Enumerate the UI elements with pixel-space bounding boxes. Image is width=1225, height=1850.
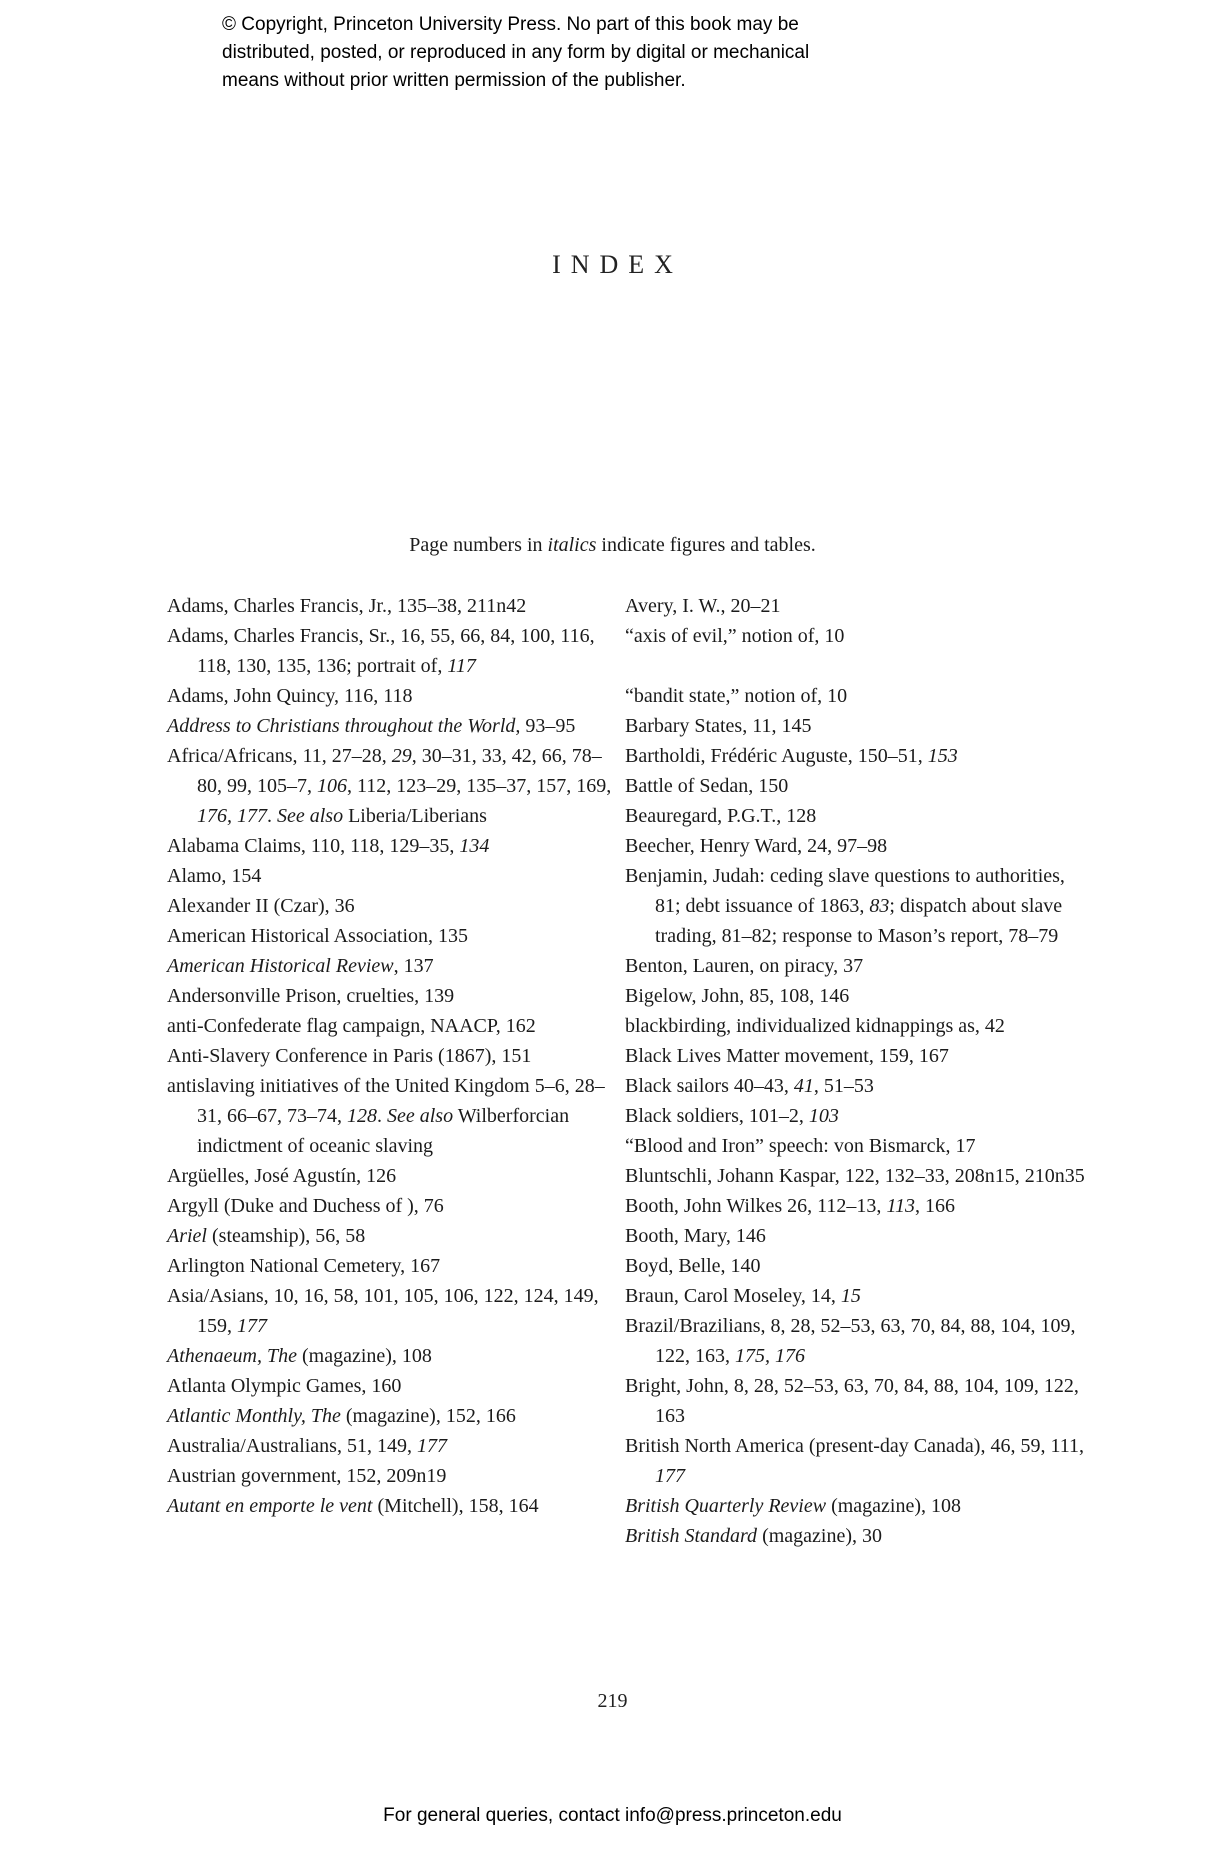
index-entry <box>167 1041 619 1071</box>
index-entry <box>625 1191 1087 1221</box>
text-run: Booth, John Wilkes 26, 112–13, <box>625 1195 887 1217</box>
text-run: Bartholdi, Frédéric Auguste, 150–51, <box>625 745 928 767</box>
copyright-line: means without prior written permission of the publisher. <box>222 70 686 91</box>
italic-text-run: Ariel <box>167 1225 207 1247</box>
text-run: Booth, Mary, 146 <box>625 1225 766 1247</box>
text-run: British North America (present-day Canada), 46, 59, 111, <box>625 1435 1084 1457</box>
index-entry <box>625 1281 1087 1311</box>
text-run: Avery, I. W., 20–21 <box>625 595 781 617</box>
text-run: Australia/Australians, 51, 149, <box>167 1435 417 1457</box>
index-entry <box>625 861 1087 951</box>
index-entry <box>167 951 619 981</box>
index-entry <box>625 1491 1087 1521</box>
text-run: Black soldiers, 101–2, <box>625 1105 809 1127</box>
index-entry <box>625 711 1087 741</box>
text-run: Liberia/Liberians <box>343 805 487 827</box>
text-run: Alamo, 154 <box>167 865 262 887</box>
italic-text-run: Address to Christians throughout the World, <box>167 715 521 737</box>
copyright-line: distributed, posted, or reproduced in any form by digital or mechanical <box>222 42 810 63</box>
index-entry <box>167 681 619 711</box>
index-entry <box>625 1101 1087 1131</box>
text-run: Brazil/Brazilians, 8, 28, 52–53, 63, 70, 84, 88, 104, 109, 122, 163, <box>625 1315 1076 1367</box>
text-run: Africa/Africans, 11, 27–28, <box>167 745 392 767</box>
italic-text-run: italics <box>547 534 597 556</box>
text-run: indicate figures and tables. <box>596 534 816 556</box>
index-entry <box>625 1221 1087 1251</box>
text-run: Benjamin, Judah: ceding slave questions to authorities, 81; debt issuance of 1863, <box>625 865 1065 917</box>
index-entry <box>625 621 1087 651</box>
text-run: , 30–31, 33, 42, 66, 78–80, 99, 105–7, <box>197 745 602 797</box>
text-run: Page numbers in <box>409 534 548 556</box>
text-run: (magazine), 108 <box>826 1495 962 1517</box>
text-run: American Historical Association, 135 <box>167 925 469 947</box>
text-run: Black sailors 40–43, <box>625 1075 794 1097</box>
index-entry <box>625 1131 1087 1161</box>
italic-text-run: 106 <box>317 775 347 797</box>
index-entry <box>167 1491 619 1521</box>
text-run: “Blood and Iron” speech: von Bismarck, 17 <box>625 1135 976 1157</box>
text-run: . <box>377 1105 387 1127</box>
text-run: Adams, John Quincy, 116, 118 <box>167 685 413 707</box>
italics-note <box>0 534 1225 557</box>
index-entry <box>167 1251 619 1281</box>
text-run: Austrian government, 152, 209n19 <box>167 1465 447 1487</box>
italic-text-run: Atlantic Monthly, The <box>167 1405 341 1427</box>
italic-text-run: 29 <box>391 745 412 767</box>
index-entry <box>167 1071 619 1161</box>
index-entry <box>167 1281 619 1341</box>
text-run: Braun, Carol Moseley, 14, <box>625 1285 841 1307</box>
index-entry <box>167 1221 619 1251</box>
index-entry <box>167 1011 619 1041</box>
text-run: Anti-Slavery Conference in Paris (1867), 151 <box>167 1045 532 1067</box>
index-entry <box>625 1011 1087 1041</box>
italic-text-run: 117 <box>447 655 476 677</box>
italic-text-run: 153 <box>927 745 958 767</box>
text-run: 93–95 <box>520 715 576 737</box>
text-run: Adams, Charles Francis, Jr., 135–38, 211n42 <box>167 595 527 617</box>
italic-text-run: 177 <box>416 1435 447 1457</box>
text-run: (magazine), 30 <box>757 1525 883 1547</box>
index-entry <box>167 1401 619 1431</box>
text-run: Alexander II (Czar), 36 <box>167 895 355 917</box>
index-entry <box>167 1431 619 1461</box>
text-run: , 137 <box>393 955 434 977</box>
index-entry <box>625 771 1087 801</box>
index-entry <box>625 1041 1087 1071</box>
text-run: (magazine), 152, 166 <box>340 1405 516 1427</box>
copyright-line: © Copyright, Princeton University Press. No part of this book may be <box>222 14 799 35</box>
text-run: (steamship), 56, 58 <box>207 1225 366 1247</box>
text-run: “bandit state,” notion of, 10 <box>625 685 848 707</box>
text-run: Barbary States, 11, 145 <box>625 715 812 737</box>
index-entry <box>625 681 1087 711</box>
italic-text-run: British Standard <box>625 1525 758 1547</box>
text-run: anti-Confederate flag campaign, NAACP, 162 <box>167 1015 536 1037</box>
italic-text-run: 176, 177 <box>197 805 267 827</box>
index-entry <box>167 591 619 621</box>
footer-contact: For general queries, contact info@press.princeton.edu <box>383 1805 842 1826</box>
text-run: Battle of Sedan, 150 <box>625 775 789 797</box>
text-run: “axis of evil,” notion of, 10 <box>625 625 845 647</box>
italic-text-run: British Quarterly Review <box>625 1495 827 1517</box>
index-entry <box>167 1341 619 1371</box>
italic-text-run: 113 <box>886 1195 915 1217</box>
text-run: Arlington National Cemetery, 167 <box>167 1255 441 1277</box>
italic-text-run: 177 <box>655 1465 685 1487</box>
index-entry <box>625 1311 1087 1371</box>
index-entry <box>625 1521 1087 1551</box>
text-run: Adams, Charles Francis, Sr., 16, 55, 66, 84, 100, 116, 118, 130, 135, 136; portrait of, <box>167 625 595 677</box>
italic-text-run: American Historical Review <box>167 955 394 977</box>
index-entry <box>167 921 619 951</box>
copyright-notice <box>222 11 809 95</box>
italic-text-run: 177 <box>237 1315 267 1337</box>
index-entry <box>167 1461 619 1491</box>
text-run: (Mitchell), 158, 164 <box>372 1495 539 1517</box>
italic-text-run: See also <box>387 1105 454 1127</box>
italic-text-run: See also <box>277 805 344 827</box>
index-column-left <box>167 591 619 1521</box>
italic-text-run: 175, 176 <box>735 1345 805 1367</box>
italic-text-run: 15 <box>840 1285 861 1307</box>
index-entry <box>167 891 619 921</box>
text-run: Bigelow, John, 85, 108, 146 <box>625 985 850 1007</box>
text-run: Andersonville Prison, cruelties, 139 <box>167 985 455 1007</box>
text-run: Beauregard, P.G.T., 128 <box>625 805 817 827</box>
index-entry <box>625 951 1087 981</box>
text-run: , 51–53 <box>813 1075 874 1097</box>
index-column-right <box>625 591 1087 1551</box>
text-run: ; dispatch about slave trading, 81–82; response to Mason’s report, 78–79 <box>655 895 1063 947</box>
text-run: Boyd, Belle, 140 <box>625 1255 761 1277</box>
page-number: 219 <box>597 1690 628 1712</box>
index-entry <box>167 711 619 741</box>
text-run: blackbirding, individualized kidnappings as, 42 <box>625 1015 1005 1037</box>
index-entry <box>167 831 619 861</box>
index-entry <box>625 1431 1087 1491</box>
text-run: Beecher, Henry Ward, 24, 97–98 <box>625 835 888 857</box>
text-run: Alabama Claims, 110, 118, 129–35, <box>167 835 460 857</box>
italic-text-run: Autant en emporte le vent <box>167 1495 373 1517</box>
text-run: . <box>267 805 277 827</box>
index-entry <box>625 1161 1087 1191</box>
index-entry <box>167 981 619 1011</box>
italic-text-run: 41 <box>793 1075 814 1097</box>
text-run: (magazine), 108 <box>296 1345 432 1367</box>
index-entry <box>625 591 1087 621</box>
italic-text-run: 83 <box>869 895 890 917</box>
italic-text-run: 103 <box>808 1105 839 1127</box>
text-run: Argyll (Duke and Duchess of ), 76 <box>167 1195 444 1217</box>
text-run: Black Lives Matter movement, 159, 167 <box>625 1045 949 1067</box>
text-run: Bluntschli, Johann Kaspar, 122, 132–33, 208n15, 210n35 <box>625 1165 1085 1187</box>
text-run: Argüelles, José Agustín, 126 <box>167 1165 397 1187</box>
text-run: Asia/Asians, 10, 16, 58, 101, 105, 106, 122, 124, 149, 159, <box>167 1285 599 1337</box>
italic-text-run: 134 <box>459 835 490 857</box>
index-entry <box>167 1161 619 1191</box>
text-run: Atlanta Olympic Games, 160 <box>167 1375 402 1397</box>
text-run: , 166 <box>914 1195 955 1217</box>
italic-text-run: 128 <box>347 1105 377 1127</box>
index-entry <box>167 741 619 831</box>
index-entry <box>625 831 1087 861</box>
text-run: Wilberforcian indictment of oceanic slaving <box>197 1105 570 1157</box>
index-entry <box>167 1371 619 1401</box>
text-run: , 112, 123–29, 135–37, 157, 169, <box>347 775 612 797</box>
index-entry <box>625 1071 1087 1101</box>
index-entry <box>625 741 1087 771</box>
index-entry <box>625 981 1087 1011</box>
index-entry <box>625 1371 1087 1431</box>
index-entry <box>167 1191 619 1221</box>
text-run: antislaving initiatives of the United Kingdom 5–6, 28–31, 66–67, 73–74, <box>167 1075 605 1127</box>
index-entry <box>625 801 1087 831</box>
italic-text-run: Athenaeum, The <box>167 1345 297 1367</box>
text-run: Bright, John, 8, 28, 52–53, 63, 70, 84, 88, 104, 109, 122, 163 <box>625 1375 1079 1427</box>
index-entry <box>625 1251 1087 1281</box>
text-run: Benton, Lauren, on piracy, 37 <box>625 955 864 977</box>
index-entry <box>167 861 619 891</box>
index-entry <box>167 621 619 681</box>
page-title: INDEX <box>552 250 683 279</box>
